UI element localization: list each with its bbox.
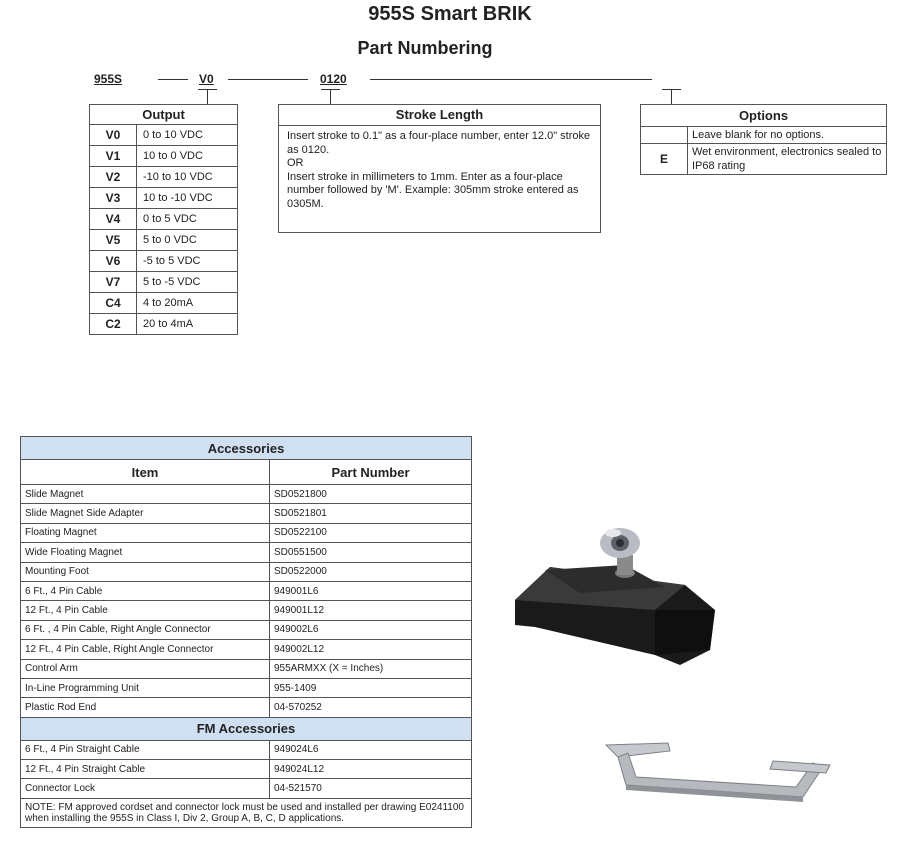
accessory-item: 6 Ft. , 4 Pin Cable, Right Angle Connector (21, 620, 270, 639)
options-body (641, 127, 887, 175)
output-value: 0 to 5 VDC (137, 209, 238, 230)
stroke-line-1: Insert stroke to 0.1" as a four-place number, enter 12.0" stroke as 0120. (287, 130, 591, 156)
accessory-item: 6 Ft., 4 Pin Straight Cable (21, 740, 270, 759)
output-row (90, 293, 238, 314)
page-subtitle: Part Numbering (357, 38, 493, 58)
option-code (641, 127, 688, 144)
stroke-line-2: OR (287, 157, 304, 169)
output-value: -10 to 10 VDC (137, 167, 238, 188)
output-value: 10 to 0 VDC (137, 146, 238, 167)
table-row (21, 485, 472, 504)
accessory-item: Wide Floating Magnet (21, 543, 270, 562)
accessory-item: 12 Ft., 4 Pin Straight Cable (21, 760, 270, 779)
fm-accessories-header: FM Accessories (21, 717, 472, 740)
accessories-note: NOTE: FM approved cordset and connector lock must be used and installed per drawing E0241100 when installing the 955S in Class I, Div 2, Group A, B, C, D applications. (21, 798, 472, 827)
options-header: Options (641, 105, 887, 127)
accessory-item: Plastic Rod End (21, 698, 270, 717)
table-row (21, 523, 472, 542)
accessory-item: Floating Magnet (21, 523, 270, 542)
accessory-part-number: 949024L12 (270, 760, 472, 779)
table-row (21, 779, 472, 798)
output-code: V0 (90, 125, 137, 146)
option-value: Wet environment, electronics sealed to IP68 rating (688, 144, 887, 175)
table-row (21, 620, 472, 639)
output-value: 10 to -10 VDC (137, 188, 238, 209)
table-row (21, 740, 472, 759)
table-row (21, 760, 472, 779)
table-row (21, 601, 472, 620)
accessory-item: Mounting Foot (21, 562, 270, 581)
output-value: 20 to 4mA (137, 314, 238, 335)
output-code: V5 (90, 230, 137, 251)
accessories-body (21, 437, 472, 828)
mounting-foot-illustration (505, 515, 735, 665)
output-value: -5 to 5 VDC (137, 251, 238, 272)
pn-connector-line (158, 79, 188, 80)
output-value: 5 to 0 VDC (137, 230, 238, 251)
pn-output: V0 (199, 72, 214, 86)
output-leader (207, 89, 208, 104)
output-value: 5 to -5 VDC (137, 272, 238, 293)
accessories-header: Accessories (21, 437, 472, 460)
options-row (641, 144, 887, 175)
table-row (21, 678, 472, 697)
stroke-header: Stroke Length (279, 105, 600, 126)
accessory-part-number: 04-521570 (270, 779, 472, 798)
accessory-part-number: SD0551500 (270, 543, 472, 562)
accessories-table (20, 436, 472, 828)
output-body (90, 125, 238, 335)
page-title: 955S Smart BRIK (368, 3, 532, 25)
accessory-part-number: 949002L12 (270, 640, 472, 659)
stroke-leader-cap (321, 89, 340, 90)
output-row (90, 146, 238, 167)
output-table (89, 104, 238, 335)
stroke-length-box (278, 104, 601, 233)
accessory-part-number: 04-570252 (270, 698, 472, 717)
accessory-part-number: 949002L6 (270, 620, 472, 639)
accessory-item: Control Arm (21, 659, 270, 678)
stroke-body (279, 126, 600, 215)
accessory-part-number: SD0522100 (270, 523, 472, 542)
output-row (90, 167, 238, 188)
option-code: E (641, 144, 688, 175)
table-row (21, 659, 472, 678)
output-value: 0 to 10 VDC (137, 125, 238, 146)
output-row (90, 314, 238, 335)
output-code: V7 (90, 272, 137, 293)
output-row (90, 230, 238, 251)
output-row (90, 272, 238, 293)
pn-connector-line (370, 79, 652, 80)
table-row (21, 504, 472, 523)
accessory-part-number: 949001L6 (270, 581, 472, 600)
accessory-part-number: 955ARMXX (X = Inches) (270, 659, 472, 678)
stroke-leader (330, 89, 331, 104)
output-code: C2 (90, 314, 137, 335)
output-header: Output (90, 105, 238, 125)
accessory-item: 12 Ft., 4 Pin Cable (21, 601, 270, 620)
output-code: C4 (90, 293, 137, 314)
options-table (640, 104, 887, 175)
output-code: V6 (90, 251, 137, 272)
accessory-item: 6 Ft., 4 Pin Cable (21, 581, 270, 600)
output-code: V2 (90, 167, 137, 188)
table-row (21, 581, 472, 600)
accessory-item: Slide Magnet (21, 485, 270, 504)
options-row (641, 127, 887, 144)
col-item-header: Item (21, 460, 270, 485)
accessory-part-number: SD0521801 (270, 504, 472, 523)
output-code: V3 (90, 188, 137, 209)
accessory-item: Connector Lock (21, 779, 270, 798)
output-row (90, 251, 238, 272)
output-leader-cap (198, 89, 217, 90)
bracket-illustration (598, 735, 838, 810)
stroke-line-3: Insert stroke in millimeters to 1mm. Enter as a four-place number followed by 'M'. Example: 305mm stroke entered as 0305M. (287, 170, 579, 210)
accessory-part-number: SD0521800 (270, 485, 472, 504)
pn-connector-line (228, 79, 308, 80)
options-leader (671, 89, 672, 104)
table-row (21, 543, 472, 562)
accessory-part-number: 955-1409 (270, 678, 472, 697)
table-row (21, 640, 472, 659)
output-code: V4 (90, 209, 137, 230)
table-row (21, 562, 472, 581)
pn-model: 955S (94, 72, 123, 86)
output-row (90, 209, 238, 230)
output-code: V1 (90, 146, 137, 167)
accessory-item: 12 Ft., 4 Pin Cable, Right Angle Connector (21, 640, 270, 659)
accessory-part-number: SD0522000 (270, 562, 472, 581)
table-row (21, 698, 472, 717)
col-part-header: Part Number (270, 460, 472, 485)
accessory-item: Slide Magnet Side Adapter (21, 504, 270, 523)
output-row (90, 188, 238, 209)
accessory-item: In-Line Programming Unit (21, 678, 270, 697)
options-leader-cap (662, 89, 681, 90)
option-value: Leave blank for no options. (688, 127, 887, 144)
accessory-part-number: 949024L6 (270, 740, 472, 759)
accessory-part-number: 949001L12 (270, 601, 472, 620)
pn-stroke: 0120 (320, 72, 347, 86)
output-row (90, 125, 238, 146)
output-value: 4 to 20mA (137, 293, 238, 314)
